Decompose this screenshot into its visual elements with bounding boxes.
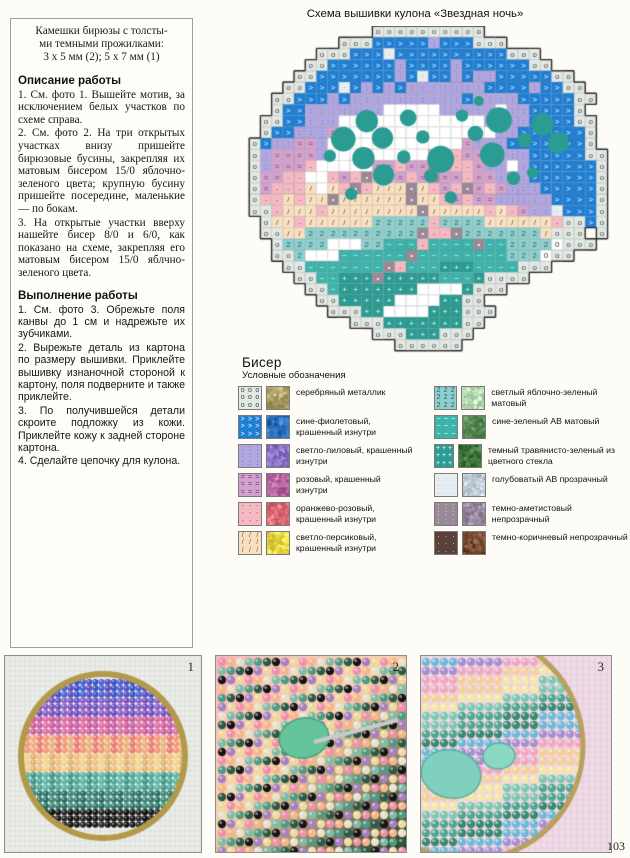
photo-1-image xyxy=(5,656,201,852)
section-heading-execution: Выполнение работы xyxy=(18,288,138,302)
legend-row xyxy=(434,415,630,439)
legend-label: темно-коричневый непрозрачный xyxy=(492,532,628,542)
legend-symbol-swatch: o o o o o o o o o xyxy=(238,386,262,410)
legend-row xyxy=(434,444,630,468)
legend-bead-swatch xyxy=(266,386,290,410)
legend-row xyxy=(238,386,434,410)
legend-row xyxy=(238,502,434,526)
legend-row xyxy=(434,531,630,555)
bead-pattern-chart xyxy=(238,26,628,366)
legend-symbol-swatch: = = = = = = = = = xyxy=(238,473,262,497)
legend-label: светлый яблочно-зеленый матовый xyxy=(491,387,598,408)
legend-bead-swatch xyxy=(462,473,486,497)
photo-1 xyxy=(4,655,202,853)
photo-1-number: 1 xyxy=(187,659,194,674)
section-heading-description: Описание работы xyxy=(18,73,122,87)
photo-3 xyxy=(420,655,612,853)
legend-label: темно-аметистовый непрозрачный xyxy=(491,503,572,524)
legend-bead-swatch xyxy=(266,444,290,468)
legend-row xyxy=(434,473,630,497)
instruction-step-1-1: 1. См. фото 1. Вышейте мотив, за исключением белых участков по схеме справа. xyxy=(18,88,185,126)
materials-line-2: 3 х 5 мм (2); 5 х 7 мм (1) xyxy=(43,51,160,64)
legend-bead-swatch xyxy=(266,502,290,526)
legend-symbol-swatch: : : : : : : : : : xyxy=(238,444,262,468)
photo-3-number: 3 xyxy=(597,659,604,674)
pattern-canvas xyxy=(238,26,628,366)
photo-strip xyxy=(0,655,630,858)
legend-heading: Бисер xyxy=(242,355,282,370)
legend-symbol-swatch: 2 2 2 2 2 2 2 2 2 xyxy=(434,386,457,410)
legend-label: светло-лиловый, крашенный изнутри xyxy=(296,445,413,466)
legend-symbol-swatch: + + + + + + + + + xyxy=(435,445,453,467)
legend-bead-swatch xyxy=(462,502,486,526)
legend-label: оранжево-розовый, крашенный изнутри xyxy=(296,503,377,524)
legend-row xyxy=(238,531,434,555)
legend-label: серебряный металлик xyxy=(296,387,386,397)
legend-bead-swatch xyxy=(462,531,486,555)
legend-bead-swatch xyxy=(461,386,485,410)
legend-panel xyxy=(238,355,630,560)
legend-column-left xyxy=(238,386,434,560)
legend-row xyxy=(434,386,630,410)
instruction-step-2-3: 3. По получившейся детали скроите подложку из кожи. Приклейте кожу к задней стороне картона. xyxy=(18,404,185,454)
instruction-step-1-2: 2. См. фото 2. На три открытых участках внизу пришейте бирюзовые бусины, закрепляя их матовым бисером 15/0 яблочно-зеленого цвета; крупную бусину пришейте посередине, маленькие — по бокам. xyxy=(18,127,185,215)
legend-symbol-swatch: - - - - - - - - - xyxy=(238,502,262,526)
legend-label: темный травянисто-зеленый из цветного стекла xyxy=(488,445,615,466)
legend-symbol-swatch: / / / / / / / / / xyxy=(238,531,262,555)
legend-bead-swatch xyxy=(266,473,290,497)
instruction-step-1-3: 3. На открытые участки вверху нашейте бисер 8/0 и 6/0, как показано на схеме, закрепляя его матовым бисером 15/0 яблчно-зеленого цвета. xyxy=(18,216,185,279)
legend-bead-swatch xyxy=(266,415,290,439)
legend-label: розовый, крашенный изнутри xyxy=(296,474,381,495)
legend-bead-swatch xyxy=(266,531,290,555)
legend-label: голубоватый АВ прозрачный xyxy=(492,474,608,484)
photo-2-number: 2 xyxy=(392,659,399,674)
photo-2 xyxy=(215,655,407,853)
legend-row xyxy=(238,415,434,439)
photo-3-image xyxy=(421,656,611,852)
legend-symbol-swatch: > > > > > > > > > xyxy=(238,415,262,439)
legend-row xyxy=(238,444,434,468)
legend-row xyxy=(238,473,434,497)
instruction-step-2-1: 1. См. фото 3. Обрежьте поля канвы до 1 см и надрежьте их зубчиками. xyxy=(18,303,185,341)
legend-bead-swatch xyxy=(462,415,486,439)
legend-label: сине-фиолетовый, крашенный изнутри xyxy=(296,416,377,437)
legend-label: светло-персиковый, крашенный изнутри xyxy=(296,532,377,553)
materials-line-1: ми темными прожилками: xyxy=(39,38,164,51)
legend-symbol-swatch: . . . . . . . . . xyxy=(434,473,458,497)
legend-symbol-swatch: . . . . . . . . . xyxy=(434,531,458,555)
instruction-step-2-2: 2. Вырежьте деталь из картона по размеру вышивки. Приклейте вышивку изнаночной стороной к картону, поля подверните и также приклейте. xyxy=(18,341,185,404)
legend-symbol-swatch: ~ ~ ~ ~ ~ ~ ~ ~ ~ xyxy=(434,415,458,439)
page-number: 103 xyxy=(607,839,625,853)
chart-title: Схема вышивки кулона «Звездная ночь» xyxy=(306,8,524,20)
legend-bead-swatch xyxy=(458,444,482,468)
materials-line-0: Камешки бирюзы с толсты- xyxy=(35,25,168,37)
instructions-panel xyxy=(10,18,193,648)
legend-label: сине-зеленый АВ матовый xyxy=(492,416,600,426)
materials-list xyxy=(18,25,185,65)
instruction-step-2-4: 4. Сделайте цепочку для кулона. xyxy=(18,455,181,468)
legend-symbol-swatch: : : : : : : : : : xyxy=(434,502,458,526)
legend-row xyxy=(434,502,630,526)
photo-2-image xyxy=(216,656,406,852)
legend-column-right xyxy=(434,386,630,560)
legend-subheading: Условные обозначения xyxy=(242,370,346,381)
